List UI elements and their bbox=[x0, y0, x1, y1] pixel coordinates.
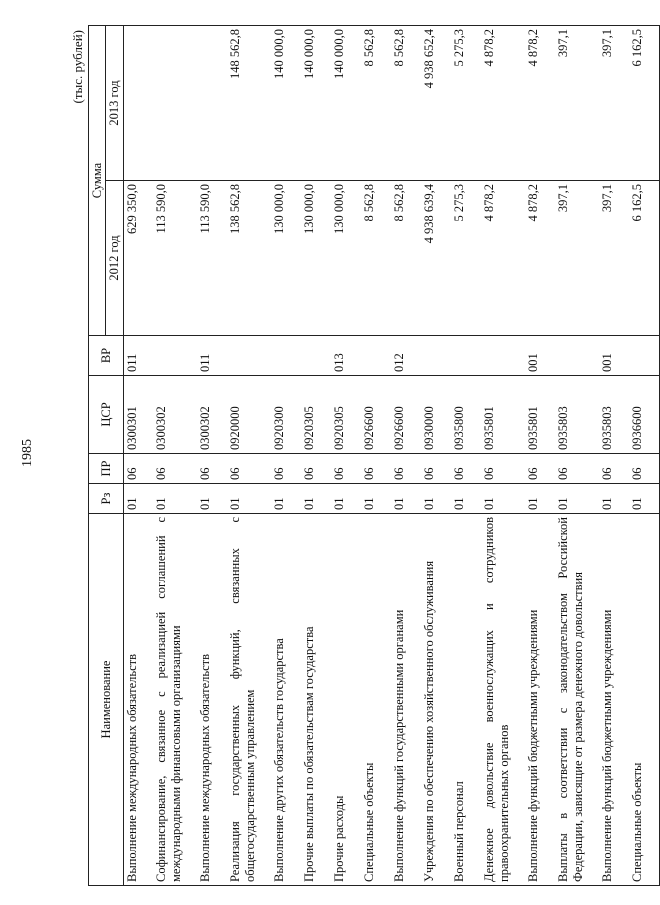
row-name: Военный персонал bbox=[451, 514, 481, 886]
row-name: Выполнение функций бюджетными учреждениями bbox=[599, 514, 629, 886]
row-amount-2013: 397,1 bbox=[555, 26, 599, 181]
row-name: Выполнение международных обязательств bbox=[123, 514, 153, 886]
row-csr: 0935801 bbox=[525, 376, 555, 454]
row-csr: 0935803 bbox=[555, 376, 599, 454]
row-csr: 0300302 bbox=[153, 376, 197, 454]
header-sum: Сумма bbox=[89, 26, 106, 336]
row-name: Учреждения по обеспечению хозяйственного обслуживания bbox=[421, 514, 451, 886]
row-rz: 01 bbox=[361, 484, 391, 514]
row-vr bbox=[361, 336, 391, 376]
table-row bbox=[391, 26, 421, 886]
row-rz: 01 bbox=[301, 484, 331, 514]
row-vr bbox=[227, 336, 271, 376]
row-rz: 01 bbox=[555, 484, 599, 514]
row-pr: 06 bbox=[331, 454, 361, 484]
table-row bbox=[599, 26, 629, 886]
row-vr: 011 bbox=[123, 336, 153, 376]
row-amount-2012: 629 350,0 bbox=[123, 181, 153, 336]
row-amount-2013 bbox=[197, 26, 227, 181]
units-label: (тыс. рублей) bbox=[70, 30, 85, 104]
row-amount-2012: 4 878,2 bbox=[525, 181, 555, 336]
row-amount-2012: 8 562,8 bbox=[391, 181, 421, 336]
row-amount-2012: 113 590,0 bbox=[197, 181, 227, 336]
row-amount-2013: 8 562,8 bbox=[361, 26, 391, 181]
row-name: Софинансирование, связанное с реализацией соглашений с международными финансовыми организациями bbox=[153, 514, 197, 886]
row-csr: 0920000 bbox=[227, 376, 271, 454]
row-amount-2013: 148 562,8 bbox=[227, 26, 271, 181]
row-amount-2012: 4 878,2 bbox=[481, 181, 525, 336]
row-csr: 0920305 bbox=[331, 376, 361, 454]
table-row bbox=[227, 26, 271, 886]
row-vr: 012 bbox=[391, 336, 421, 376]
header-2013: 2013 год bbox=[106, 26, 123, 181]
header-pr: ПР bbox=[89, 454, 124, 484]
row-pr: 06 bbox=[421, 454, 451, 484]
row-amount-2012: 130 000,0 bbox=[301, 181, 331, 336]
row-rz: 01 bbox=[451, 484, 481, 514]
row-amount-2012: 4 938 639,4 bbox=[421, 181, 451, 336]
row-name: Прочие расходы bbox=[331, 514, 361, 886]
row-amount-2012: 5 275,3 bbox=[451, 181, 481, 336]
row-amount-2012: 138 562,8 bbox=[227, 181, 271, 336]
row-vr: 001 bbox=[599, 336, 629, 376]
table-row bbox=[451, 26, 481, 886]
row-rz: 01 bbox=[197, 484, 227, 514]
row-amount-2012: 397,1 bbox=[599, 181, 629, 336]
row-csr: 0300301 bbox=[123, 376, 153, 454]
page-number: 1985 bbox=[20, 439, 35, 467]
table-row bbox=[481, 26, 525, 886]
row-vr bbox=[301, 336, 331, 376]
row-pr: 06 bbox=[555, 454, 599, 484]
row-pr: 06 bbox=[481, 454, 525, 484]
table-row bbox=[525, 26, 555, 886]
row-amount-2012: 113 590,0 bbox=[153, 181, 197, 336]
row-csr: 0300302 bbox=[197, 376, 227, 454]
row-csr: 0935803 bbox=[599, 376, 629, 454]
row-rz: 01 bbox=[271, 484, 301, 514]
row-name: Выполнение других обязательств государства bbox=[271, 514, 301, 886]
row-vr bbox=[271, 336, 301, 376]
row-amount-2013: 140 000,0 bbox=[271, 26, 301, 181]
row-csr: 0936600 bbox=[629, 376, 659, 454]
row-name: Специальные объекты bbox=[361, 514, 391, 886]
row-csr: 0926600 bbox=[361, 376, 391, 454]
table-body bbox=[123, 26, 659, 886]
row-amount-2013: 4 938 652,4 bbox=[421, 26, 451, 181]
row-pr: 06 bbox=[525, 454, 555, 484]
row-rz: 01 bbox=[391, 484, 421, 514]
row-amount-2013: 4 878,2 bbox=[481, 26, 525, 181]
row-csr: 0935801 bbox=[481, 376, 525, 454]
row-amount-2013: 5 275,3 bbox=[451, 26, 481, 181]
row-rz: 01 bbox=[123, 484, 153, 514]
header-rz: Рз bbox=[89, 484, 124, 514]
table-row bbox=[123, 26, 153, 886]
row-amount-2013 bbox=[123, 26, 153, 181]
row-amount-2013: 397,1 bbox=[599, 26, 629, 181]
row-rz: 01 bbox=[227, 484, 271, 514]
row-name: Выплаты в соответствии с законодательством Российской Федерации, зависящие от размера денежного довольствия bbox=[555, 514, 599, 886]
row-amount-2013: 140 000,0 bbox=[331, 26, 361, 181]
row-vr: 001 bbox=[525, 336, 555, 376]
row-pr: 06 bbox=[197, 454, 227, 484]
table-row bbox=[555, 26, 599, 886]
row-name: Денежное довольствие военнослужащих и сотрудников правоохранительных органов bbox=[481, 514, 525, 886]
row-pr: 06 bbox=[629, 454, 659, 484]
row-rz: 01 bbox=[525, 484, 555, 514]
table-header bbox=[89, 26, 124, 886]
table-row bbox=[197, 26, 227, 886]
row-vr bbox=[629, 336, 659, 376]
row-csr: 0920305 bbox=[301, 376, 331, 454]
row-amount-2012: 6 162,5 bbox=[629, 181, 659, 336]
header-csr: ЦСР bbox=[89, 376, 124, 454]
row-rz: 01 bbox=[421, 484, 451, 514]
row-rz: 01 bbox=[331, 484, 361, 514]
row-rz: 01 bbox=[481, 484, 525, 514]
row-pr: 06 bbox=[227, 454, 271, 484]
row-csr: 0930000 bbox=[421, 376, 451, 454]
table-row bbox=[629, 26, 659, 886]
row-name: Прочие выплаты по обязательствам государства bbox=[301, 514, 331, 886]
row-amount-2013: 6 162,5 bbox=[629, 26, 659, 181]
row-vr: 013 bbox=[331, 336, 361, 376]
header-name: Наименование bbox=[89, 514, 124, 886]
row-pr: 06 bbox=[301, 454, 331, 484]
row-csr: 0926600 bbox=[391, 376, 421, 454]
row-amount-2013: 4 878,2 bbox=[525, 26, 555, 181]
row-pr: 06 bbox=[599, 454, 629, 484]
rotated-page-content bbox=[70, 26, 645, 886]
budget-table bbox=[88, 25, 660, 886]
row-vr bbox=[153, 336, 197, 376]
table-row bbox=[271, 26, 301, 886]
row-csr: 0935800 bbox=[451, 376, 481, 454]
row-rz: 01 bbox=[153, 484, 197, 514]
row-amount-2012: 130 000,0 bbox=[331, 181, 361, 336]
row-name: Выполнение международных обязательств bbox=[197, 514, 227, 886]
row-pr: 06 bbox=[451, 454, 481, 484]
row-pr: 06 bbox=[271, 454, 301, 484]
row-pr: 06 bbox=[153, 454, 197, 484]
header-2012: 2012 год bbox=[106, 181, 123, 336]
row-pr: 06 bbox=[361, 454, 391, 484]
table-row bbox=[153, 26, 197, 886]
row-amount-2012: 130 000,0 bbox=[271, 181, 301, 336]
row-pr: 06 bbox=[123, 454, 153, 484]
row-name: Реализация государственных функций, связанных с общегосударственным управлением bbox=[227, 514, 271, 886]
row-amount-2012: 8 562,8 bbox=[361, 181, 391, 336]
row-rz: 01 bbox=[629, 484, 659, 514]
row-vr bbox=[555, 336, 599, 376]
row-vr bbox=[481, 336, 525, 376]
row-name: Специальные объекты bbox=[629, 514, 659, 886]
row-vr: 011 bbox=[197, 336, 227, 376]
table-row bbox=[331, 26, 361, 886]
table-row bbox=[301, 26, 331, 886]
row-rz: 01 bbox=[599, 484, 629, 514]
row-name: Выполнение функций бюджетными учреждениями bbox=[525, 514, 555, 886]
row-pr: 06 bbox=[391, 454, 421, 484]
row-amount-2013: 140 000,0 bbox=[301, 26, 331, 181]
row-name: Выполнение функций государственными органами bbox=[391, 514, 421, 886]
header-vr: ВР bbox=[89, 336, 124, 376]
row-amount-2012: 397,1 bbox=[555, 181, 599, 336]
row-amount-2013 bbox=[153, 26, 197, 181]
row-amount-2013: 8 562,8 bbox=[391, 26, 421, 181]
row-csr: 0920300 bbox=[271, 376, 301, 454]
row-vr bbox=[451, 336, 481, 376]
table-row bbox=[421, 26, 451, 886]
row-vr bbox=[421, 336, 451, 376]
table-row bbox=[361, 26, 391, 886]
